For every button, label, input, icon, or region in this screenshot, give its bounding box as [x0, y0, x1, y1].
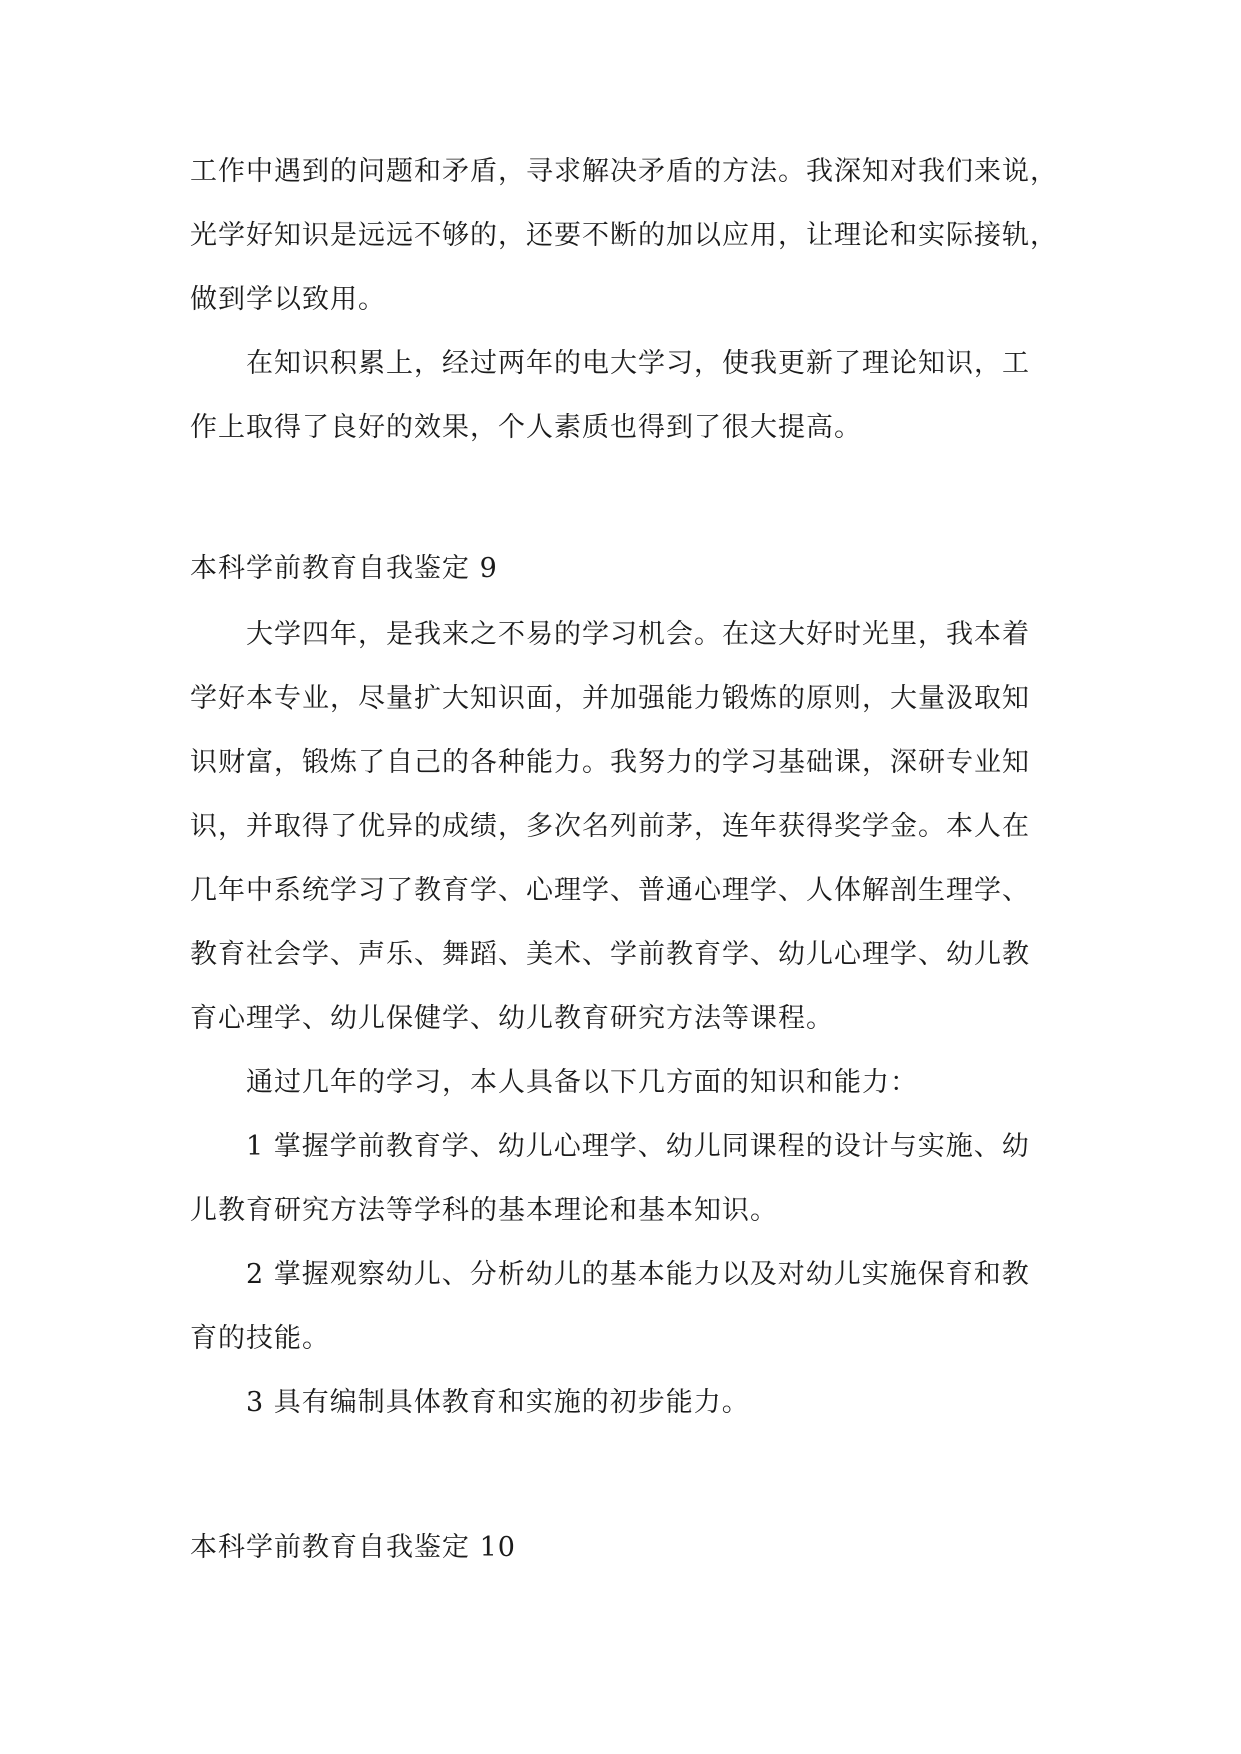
section-heading-9: 本科学前教育自我鉴定 9: [190, 553, 498, 584]
text-line: 儿教育研究方法等学科的基本理论和基本知识。: [190, 1195, 778, 1226]
text-line: 在知识积累上，经过两年的电大学习，使我更新了理论知识，工: [246, 348, 1030, 379]
paragraph-block-2: [190, 603, 1070, 1435]
text-line: 3 具有编制具体教育和实施的初步能力。: [246, 1387, 750, 1418]
text-line: 光学好知识是远远不够的，还要不断的加以应用，让理论和实际接轨，: [190, 220, 1058, 251]
text-line: 1 掌握学前教育学、幼儿心理学、幼儿同课程的设计与实施、幼: [246, 1131, 1030, 1162]
text-line: 大学四年，是我来之不易的学习机会。在这大好时光里，我本着: [246, 619, 1030, 650]
text-line: 育的技能。: [190, 1323, 330, 1354]
text-line: 育心理学、幼儿保健学、幼儿教育研究方法等课程。: [190, 1003, 834, 1034]
text-line: 通过几年的学习，本人具备以下几方面的知识和能力：: [246, 1067, 918, 1098]
text-line: 工作中遇到的问题和矛盾，寻求解决矛盾的方法。我深知对我们来说，: [190, 156, 1058, 187]
text-line: 识财富，锻炼了自己的各种能力。我努力的学习基础课，深研专业知: [190, 747, 1030, 778]
text-line: 识，并取得了优异的成绩，多次名列前茅，连年获得奖学金。本人在: [190, 811, 1030, 842]
section-heading-10: 本科学前教育自我鉴定 10: [190, 1532, 516, 1563]
paragraph-block-1: [190, 140, 1070, 460]
text-line: 学好本专业，尽量扩大知识面，并加强能力锻炼的原则，大量汲取知: [190, 683, 1030, 714]
text-line: 教育社会学、声乐、舞蹈、美术、学前教育学、幼儿心理学、幼儿教: [190, 939, 1030, 970]
text-line: 做到学以致用。: [190, 284, 386, 315]
text-line: 2 掌握观察幼儿、分析幼儿的基本能力以及对幼儿实施保育和教: [246, 1259, 1030, 1290]
text-line: 作上取得了良好的效果，个人素质也得到了很大提高。: [190, 412, 862, 443]
text-line: 几年中系统学习了教育学、心理学、普通心理学、人体解剖生理学、: [190, 875, 1030, 906]
